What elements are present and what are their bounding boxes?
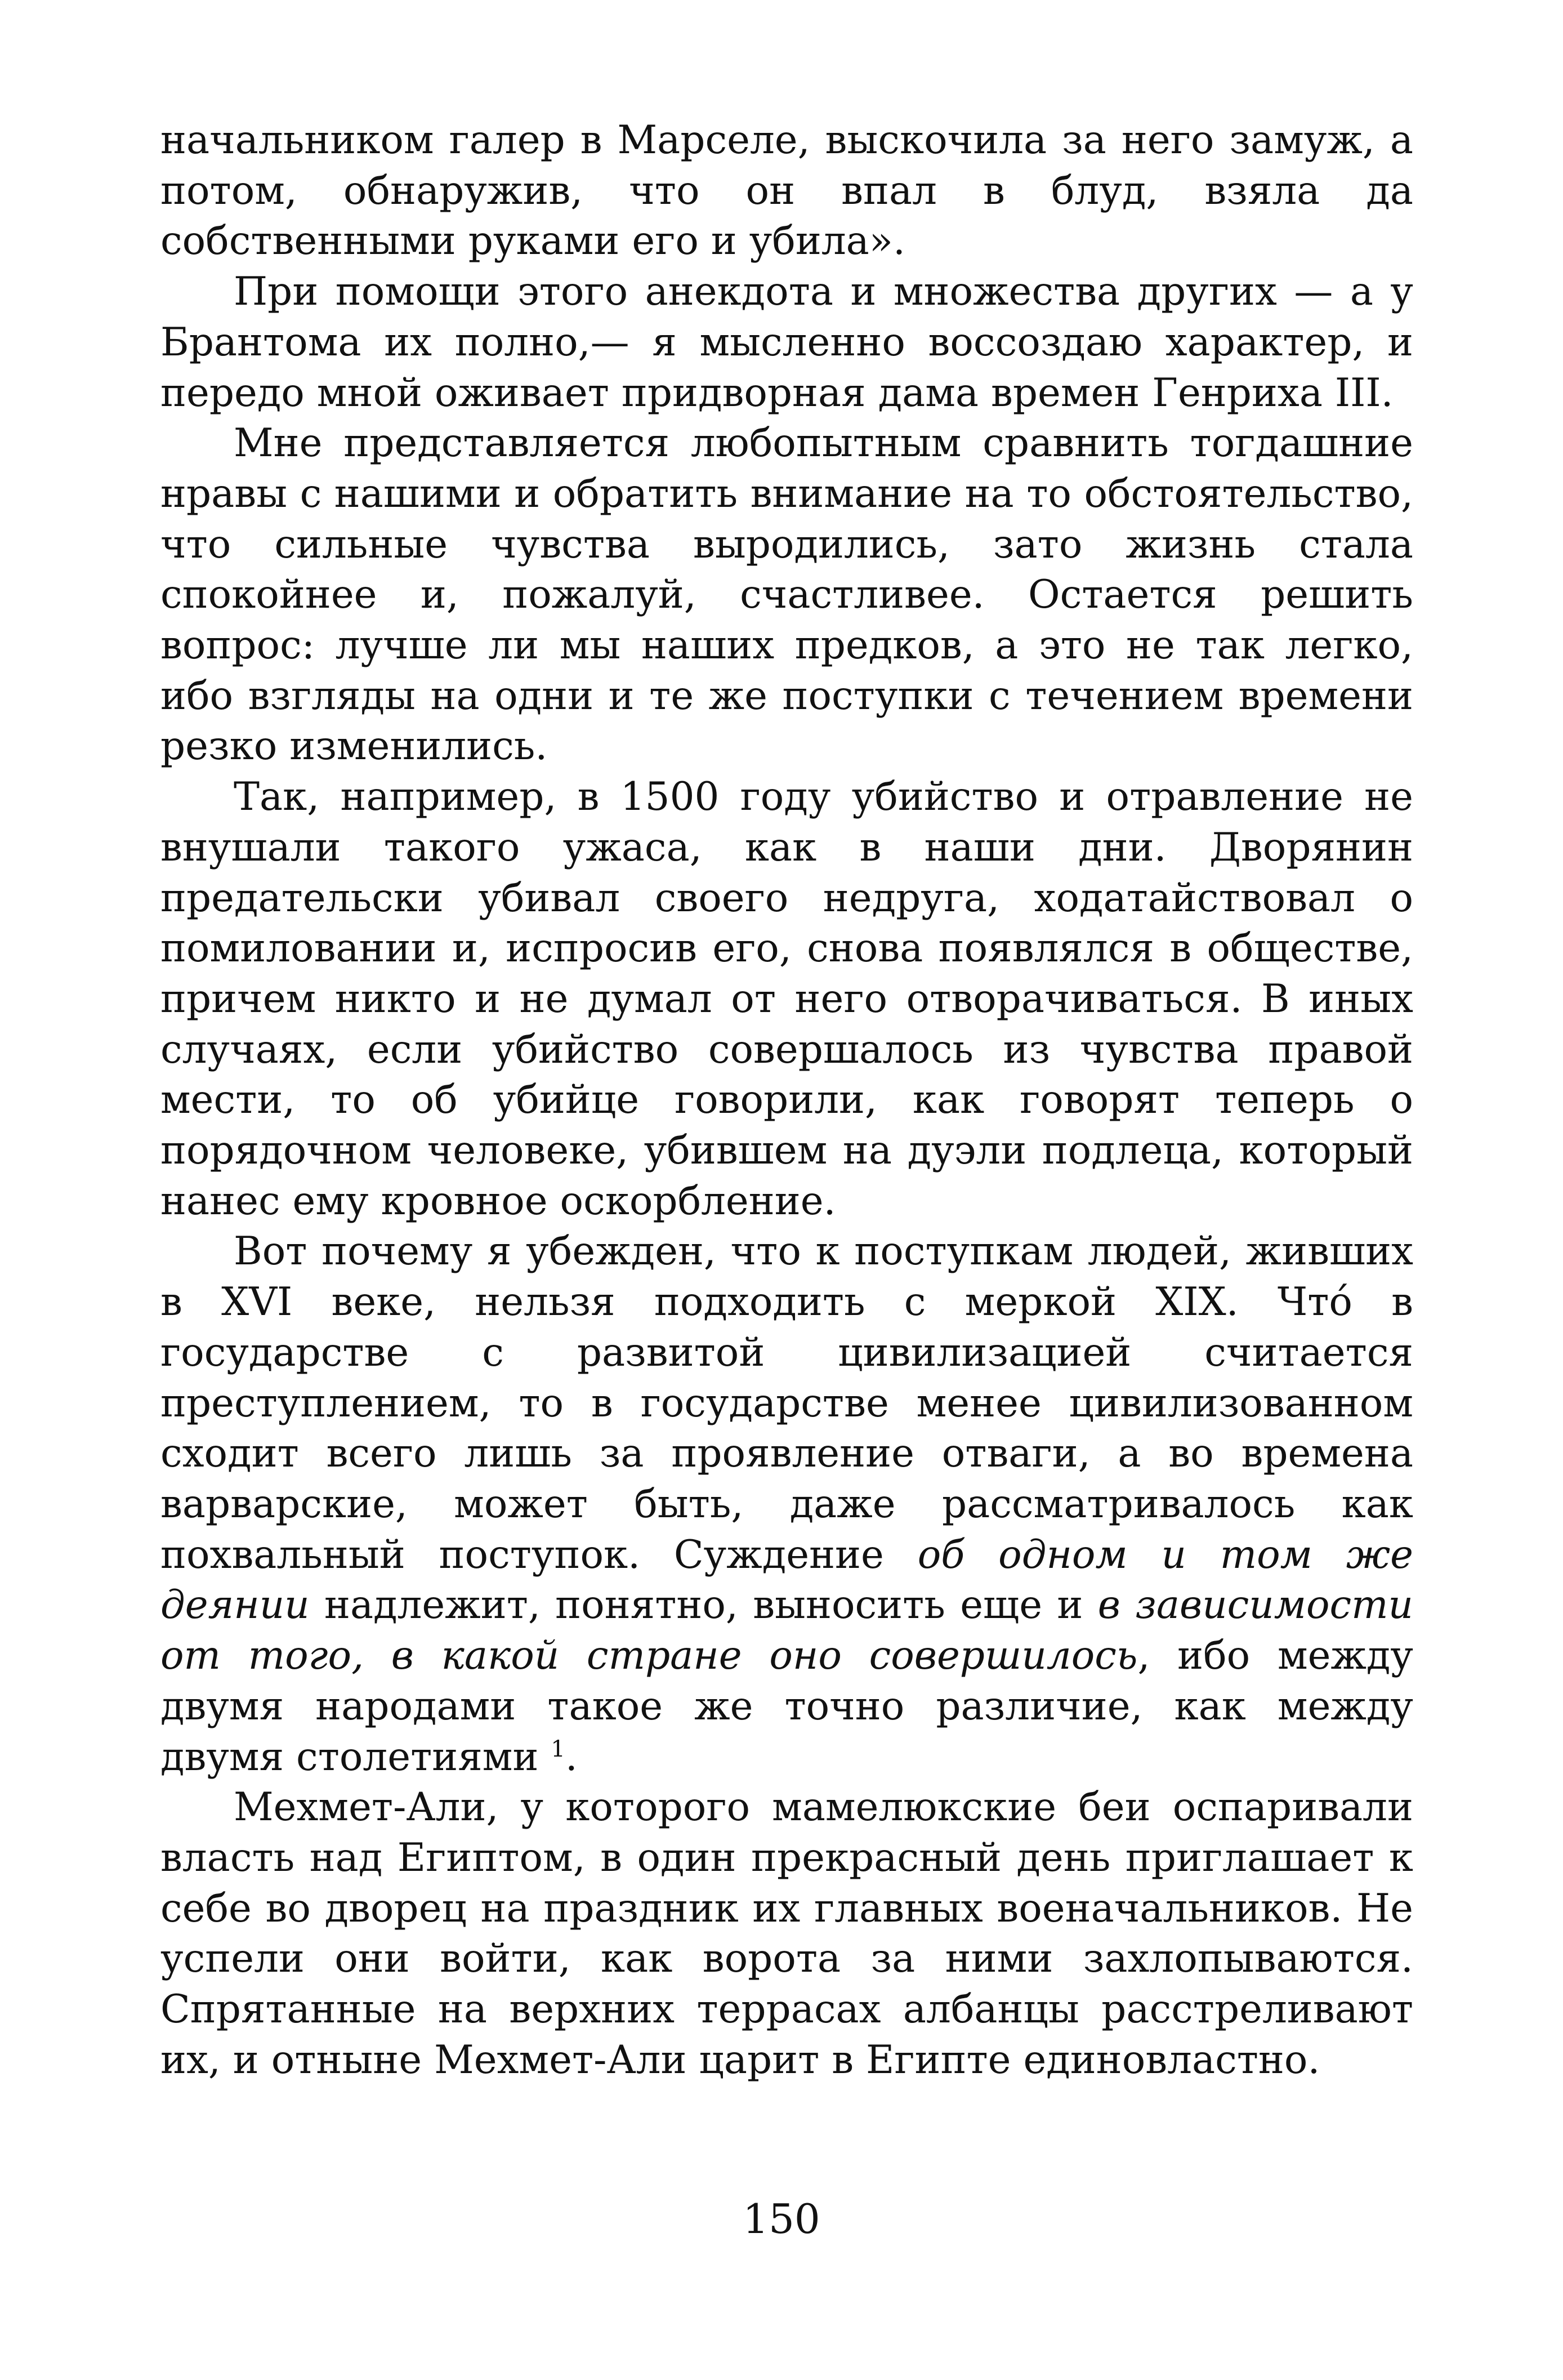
text-segment: При помощи этого анекдота и множества других — а у Брантома их полно,— я мысленно воссоздаю характер, и передо мной оживает придворная дама времен Генриха III. [160,269,1413,416]
text-segment: , ибо между двумя народами такое же точно различие, как между двумя столетиями [160,1633,1413,1780]
paragraph-6 [160,1782,1413,2085]
text-segment: Вот почему я убежден, что к поступкам людей, живших в XVI веке, нельзя подходить с меркой XIX. Что́ в государстве с развитой цивилизацией считается преступлением, то в государстве менее цивилизованном сходит всего лишь за проявление отваги, а во времена варварские, может быть, даже рассматривалось как похвальный поступок. Суждение [160,1229,1413,1577]
text-segment: начальником галер в Марселе, выскочила за него замуж, а потом, обнаружив, что он впал в блуд, взяла да собственными руками его и убила». [160,118,1413,264]
footnote-marker: 1 [551,1736,565,1762]
paragraph-5 [160,1227,1413,1782]
text-segment: Мне представляется любопытным сравнить тогдашние нравы с нашими и обратить внимание на то обстоятельство, что сильные чувства выродились, зато жизнь стала спокойнее и, пожалуй, счастливее. Остается решить вопрос: лучше ли мы наших предков, а это не так легко, ибо взгляды на одни и те же поступки с течением времени резко изменились. [160,421,1413,769]
paragraph-1 [160,115,1413,267]
text-segment: надлежит, понятно, выносить еще и [309,1583,1098,1628]
text-segment: Так, например, в 1500 году убийство и отравление не внушали такого ужаса, как в наши дни. Дворянин предательски убивал своего недруга, ходатайствовал о помиловании и, испросив его, снова появлялся в обществе, причем никто и не думал от него отворачиваться. В иных случаях, если убийство совершалось из чувства правой мести, то об убийце говорили, как говорят теперь о порядочном человеке, убившем на дуэли подлеца, который нанес ему кровное оскорбление. [160,774,1413,1224]
page-body [160,115,1413,2085]
text-segment: . [565,1734,578,1780]
italic-text: об одном и том же деянии [160,1532,1413,1628]
paragraph-2 [160,267,1413,418]
paragraph-3 [160,418,1413,772]
page-number: 150 [743,2195,820,2243]
italic-text: в зависимости от того, в какой стране оно совершилось [160,1583,1413,1679]
text-segment: Мехмет-Али, у которого мамелюкские беи оспаривали власть над Египтом, в один прекрасный день приглашает к себе во дворец на праздник их главных военачальников. Не успели они войти, как ворота за ними захлопываются. Спрятанные на верхних террасах албанцы расстреливают их, и отныне Мехмет-Али царит в Египте единовластно. [160,1785,1413,2083]
paragraph-4 [160,772,1413,1227]
